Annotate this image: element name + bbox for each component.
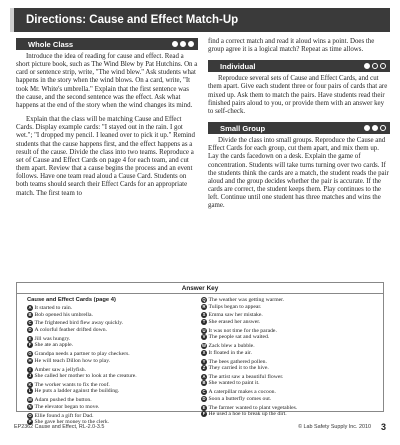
letter-badge: O bbox=[28, 412, 32, 418]
answer-pair bbox=[201, 374, 369, 387]
left-column bbox=[16, 38, 198, 204]
letter-badge: H bbox=[28, 357, 32, 363]
letter-badge: B bbox=[202, 380, 206, 386]
answer-pair bbox=[27, 367, 195, 380]
individual-heading-label: Individual bbox=[220, 61, 256, 71]
answer-key-right-column bbox=[201, 297, 375, 428]
answer-line bbox=[201, 328, 369, 335]
answer-pair bbox=[27, 336, 195, 349]
level-dot-icon bbox=[364, 63, 370, 69]
answer-line bbox=[201, 343, 369, 350]
small-group-heading-label: Small Group bbox=[220, 123, 266, 133]
letter-badge: K bbox=[28, 381, 32, 387]
answer-pair bbox=[201, 328, 369, 341]
answer-text: She called her mother to look at the creature. bbox=[34, 373, 137, 380]
answer-line bbox=[27, 320, 195, 327]
answer-text: He will teach Dillon how to play. bbox=[34, 357, 111, 364]
answer-text: He used a hoe to break up the dirt. bbox=[208, 411, 287, 418]
whole-class-heading bbox=[16, 38, 198, 50]
answer-pair bbox=[201, 297, 369, 310]
answer-line bbox=[201, 380, 369, 387]
directions-title-bar bbox=[10, 8, 390, 32]
answer-line bbox=[27, 336, 195, 343]
answer-pair bbox=[27, 351, 195, 364]
answer-line bbox=[27, 312, 195, 319]
level-dot-icon bbox=[380, 63, 386, 69]
answer-key-box bbox=[16, 282, 384, 426]
answer-text: It was not time for the parade. bbox=[208, 327, 277, 334]
level-dots bbox=[172, 41, 194, 47]
whole-class-paragraph-2: Explain that the class will be matching Cause and Effect Cards. Display example cards: "I stayed out in the rain. I got wet."; "I dropped my pencil. I leaned over to pick it up." Remind students that the cause happens first, and the effect happens as a result of the cause. Divide the class into two teams. Reproduce a set of Cause and Effect Cards on page 4 for each team, and cut them apart. Review that a cause begins the process and an event follows. Have one team read aloud a Cause Card. Students on both teams should search their Effect Cards for an appropriate match. The first team to bbox=[16, 116, 195, 197]
answer-line bbox=[201, 365, 369, 372]
letter-badge: N bbox=[28, 403, 32, 409]
letter-badge: L bbox=[28, 388, 32, 394]
title-accent bbox=[10, 8, 14, 32]
letter-badge: D bbox=[202, 395, 206, 401]
level-dot-icon bbox=[364, 125, 370, 131]
letter-badge: I bbox=[27, 367, 33, 373]
answer-pair bbox=[27, 320, 195, 333]
answer-text: Jill was hungry. bbox=[34, 335, 71, 342]
answer-line bbox=[201, 350, 369, 357]
letter-badge: E bbox=[202, 404, 206, 410]
answer-line bbox=[201, 334, 369, 341]
answer-line bbox=[27, 327, 195, 334]
answer-text: Zack blew a bubble. bbox=[208, 343, 255, 350]
answer-text: A colorful feather drifted down. bbox=[34, 326, 107, 333]
letter-badge: C bbox=[202, 389, 206, 395]
answer-key-left-column bbox=[27, 297, 201, 428]
answer-text: The artist saw a beautiful flower. bbox=[208, 373, 284, 380]
answer-text: She ate an apple. bbox=[34, 342, 74, 349]
footer-right bbox=[298, 422, 386, 432]
answer-text: The farmer wanted to plant vegetables. bbox=[208, 404, 298, 411]
answer-line bbox=[27, 373, 195, 380]
whole-class-heading-label: Whole Class bbox=[28, 39, 74, 49]
page-footer bbox=[14, 420, 386, 434]
individual-paragraph: Reproduce several sets of Cause and Effect Cards, and cut them apart. Give each student three or four pairs of cards that are mixed up. Ask them to match the pairs. Have students read their finished pairs aloud to you, or provide them with an answer key to self-check. bbox=[208, 75, 388, 115]
answer-line bbox=[201, 304, 369, 311]
answer-text: She gave her money to the clerk. bbox=[34, 419, 110, 426]
answer-text: Bob opened his umbrella. bbox=[34, 311, 93, 318]
answer-text: The weather was getting warmer. bbox=[208, 297, 285, 303]
answer-text: It floated in the air. bbox=[208, 349, 252, 356]
answer-text: She wanted to paint it. bbox=[208, 380, 260, 387]
level-dot-icon bbox=[372, 125, 378, 131]
answer-text: The frightened bird flew away quickly. bbox=[34, 320, 124, 327]
answer-text: Tulips began to appear. bbox=[208, 303, 262, 310]
letter-badge: Q bbox=[202, 297, 206, 302]
letter-badge: G bbox=[28, 351, 32, 357]
answer-pair bbox=[201, 312, 369, 325]
answer-line bbox=[201, 312, 369, 319]
level-dot-icon bbox=[180, 41, 186, 47]
answer-text: The worker wants to fix the roof. bbox=[34, 381, 110, 388]
answer-text: Grandpa needs a partner to play checkers. bbox=[34, 351, 130, 358]
answer-line bbox=[27, 305, 195, 312]
letter-badge: C bbox=[28, 320, 32, 326]
right-column bbox=[208, 38, 390, 217]
letter-badge: M bbox=[28, 397, 32, 403]
letter-badge: A bbox=[28, 305, 32, 310]
answer-text: Soon a butterfly comes out. bbox=[208, 395, 272, 402]
answer-text: The people sat and waited. bbox=[208, 334, 270, 341]
whole-class-continuation: find a correct match and read it aloud wins a point. Does the group agree it is a logical match? Repeat as time allows. bbox=[208, 38, 375, 54]
answer-text: They carried it to the hive. bbox=[208, 365, 269, 372]
answer-text: Adam pushed the button. bbox=[34, 397, 92, 404]
letter-badge: A bbox=[202, 373, 206, 379]
footer-product-code: EP2362 Cause and Effect, RL-2.0-3.5 bbox=[14, 424, 105, 430]
letter-badge: F bbox=[28, 342, 32, 348]
letter-badge: U bbox=[202, 327, 206, 333]
answer-text: Emma saw her mistake. bbox=[208, 312, 263, 319]
letter-badge: E bbox=[28, 335, 32, 341]
letter-badge: T bbox=[202, 318, 206, 324]
answer-line bbox=[27, 342, 195, 349]
answer-line bbox=[27, 397, 195, 404]
answer-line bbox=[201, 405, 369, 412]
answer-text: Amber saw a jellyfish. bbox=[34, 366, 86, 373]
letter-badge: R bbox=[202, 303, 206, 309]
answer-pair bbox=[27, 397, 195, 410]
answer-line bbox=[201, 374, 369, 381]
answer-line bbox=[27, 404, 195, 411]
letter-badge: J bbox=[28, 373, 32, 379]
level-dots bbox=[364, 125, 386, 131]
answer-line bbox=[27, 388, 195, 395]
answer-pair bbox=[27, 305, 195, 318]
answer-pair bbox=[27, 382, 195, 395]
small-group-paragraph: Divide the class into small groups. Reproduce the Cause and Effect Cards for each group, cut them apart, and mix them up. Lay the cards facedown on a desk. Explain the game of concentration. Students will take turns turning over two cards. If the students think the cards are a match, the student reads the pair aloud and the group decides whether the pair is accurate. If the cards are correct, the student keeps them. Play continues to the left. Continue until one student has three matches and wins the game. bbox=[208, 137, 389, 210]
answer-text: The elevator began to move. bbox=[34, 403, 100, 410]
whole-class-paragraph-1: Introduce the idea of reading for cause and effect. Read a short picture book, such as The Wind Blew by Pat Hutchins. On a card or sentence strip, write, "The wind blew." Ask students what happens in the story when the wind blows. On a card, write, "It took Mr. White's umbrella." Explain that the first sentence was the cause, and the second sentence was the effect. Ask what happens at the end of the story when the wind changes its mind. bbox=[16, 53, 198, 109]
answer-key-content bbox=[17, 294, 383, 428]
letter-badge: V bbox=[202, 334, 206, 340]
answer-text: Ellie found a gift for Dad. bbox=[34, 412, 94, 419]
letter-badge: S bbox=[202, 312, 206, 318]
answer-pair bbox=[201, 343, 369, 356]
level-dot-icon bbox=[372, 63, 378, 69]
answer-line bbox=[27, 367, 195, 374]
footer-copyright: © Lab Safety Supply Inc. 2010 bbox=[298, 424, 371, 430]
level-dot-icon bbox=[188, 41, 194, 47]
answer-line bbox=[201, 389, 369, 396]
answer-pair bbox=[201, 405, 369, 418]
answer-line bbox=[201, 319, 369, 326]
answer-line bbox=[27, 382, 195, 389]
answer-pair bbox=[201, 389, 369, 402]
level-dot-icon bbox=[380, 125, 386, 131]
answer-line bbox=[27, 351, 195, 358]
answer-line bbox=[201, 396, 369, 403]
answer-line bbox=[201, 359, 369, 366]
letter-badge: Z bbox=[202, 365, 206, 371]
answer-text: A caterpillar makes a cocoon. bbox=[208, 389, 276, 396]
individual-heading bbox=[208, 60, 390, 72]
letter-badge: W bbox=[202, 343, 206, 349]
answer-key-title: Answer Key bbox=[17, 283, 383, 294]
level-dots bbox=[364, 63, 386, 69]
letter-badge: D bbox=[28, 326, 32, 332]
letter-badge: B bbox=[28, 311, 32, 317]
answer-line bbox=[201, 411, 369, 418]
letter-badge: P bbox=[28, 419, 32, 425]
answer-line bbox=[27, 413, 195, 420]
small-group-heading bbox=[208, 122, 390, 134]
answer-text: The bees gathered pollen. bbox=[208, 358, 267, 365]
letter-badge: Y bbox=[202, 358, 206, 364]
page-title: Directions: Cause and Effect Match-Up bbox=[26, 14, 239, 26]
page-number: 3 bbox=[380, 422, 386, 432]
answer-text: It started to rain. bbox=[34, 305, 73, 311]
answer-key-heading: Cause and Effect Cards (page 4) bbox=[27, 297, 116, 303]
answer-text: He puts a ladder against the building. bbox=[34, 388, 120, 395]
answer-text: She erased her answer. bbox=[208, 318, 261, 325]
answer-pair bbox=[201, 359, 369, 372]
answer-line bbox=[27, 358, 195, 365]
level-dot-icon bbox=[172, 41, 178, 47]
letter-badge: X bbox=[202, 349, 206, 355]
answer-line bbox=[201, 297, 369, 304]
letter-badge: F bbox=[202, 411, 206, 417]
